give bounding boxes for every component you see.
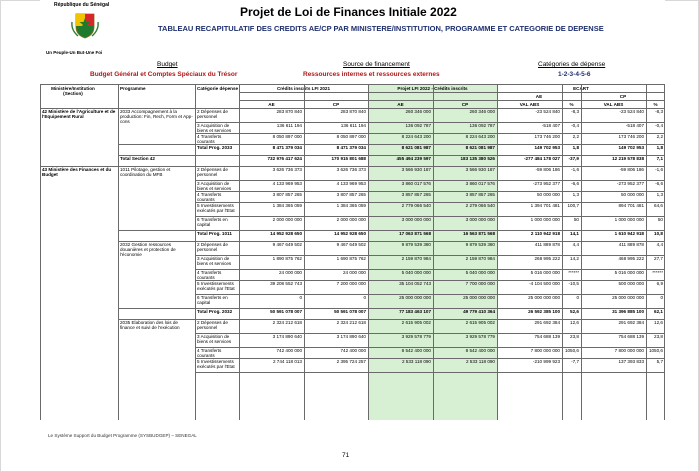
- value-cell: 62,1: [654, 309, 663, 314]
- value-cell: 0: [299, 295, 302, 300]
- value-cell: 3 626 736 373: [272, 167, 302, 172]
- value-cell: -8,3: [655, 109, 663, 114]
- value-cell: 173 746 200: [534, 134, 560, 139]
- value-cell: 24 000 000: [279, 270, 302, 275]
- value-cell: 16 563 871 568: [463, 231, 495, 236]
- value-cell: 1050,6: [564, 348, 579, 353]
- categorie-cell: 3 Acquisition de biens et services: [197, 181, 232, 191]
- column-line: [664, 84, 665, 420]
- value-cell: -37,9: [568, 156, 579, 161]
- value-cell: 754 688 139: [618, 334, 644, 339]
- value-cell: 8 050 897 000: [272, 134, 302, 139]
- value-cell: 64,6: [654, 203, 663, 208]
- col-header-programme: Programme: [120, 86, 146, 91]
- value-cell: 4 133 969 953: [272, 181, 302, 186]
- value-cell: 2,2: [656, 134, 663, 139]
- value-cell: 411 889 878: [618, 242, 644, 247]
- programme-name: Total Section 42: [120, 156, 155, 161]
- column-line: [40, 84, 41, 420]
- value-cell: 1 000 000 000: [530, 217, 560, 222]
- value-cell: 3 860 017 576: [465, 181, 495, 186]
- value-cell: 3 807 857 265: [336, 192, 366, 197]
- value-cell: 9 467 649 502: [336, 242, 366, 247]
- value-cell: 4 133 969 953: [336, 181, 366, 186]
- value-cell: 2 744 118 013: [272, 359, 302, 364]
- value-cell: 1 000 000 000: [614, 217, 644, 222]
- value-cell: -4 104 500 000: [529, 281, 560, 286]
- rule-line: [40, 84, 665, 85]
- value-cell: 260 346 000: [469, 109, 495, 114]
- value-cell: 3 860 017 576: [401, 181, 431, 186]
- value-cell: 3 929 578 779: [465, 334, 495, 339]
- value-cell: 1 610 942 918: [614, 231, 644, 236]
- value-cell: 3 566 930 187: [401, 167, 431, 172]
- value-cell: 0: [576, 295, 579, 300]
- value-cell: 136 092 787: [469, 123, 495, 128]
- value-cell: 5 040 000 000: [465, 270, 495, 275]
- value-cell: -6,6: [655, 181, 663, 186]
- section-name: 42 Ministère de l'Agriculture et de l'Equipement Rural: [42, 109, 116, 119]
- categorie-cell: 6 Transferts en capital: [197, 217, 228, 227]
- categorie-cell: Total Prog. 1011: [197, 231, 232, 236]
- value-cell: 9 879 539 380: [465, 242, 495, 247]
- value-cell: 1 890 875 762: [272, 256, 302, 261]
- value-cell: -277 484 178 027: [523, 156, 560, 161]
- rule-line: [239, 92, 665, 93]
- value-cell: 27,7: [654, 256, 663, 261]
- document-title: Projet de Loi de Finances Initiale 2022: [240, 5, 457, 19]
- categorie-cell: 6 Transferts en capital: [197, 295, 228, 305]
- value-cell: 260 346 000: [405, 109, 431, 114]
- value-cell: 3 566 930 187: [465, 167, 495, 172]
- value-cell: 1 394 701 481: [530, 203, 560, 208]
- value-cell: 35 104 052 743: [399, 281, 431, 286]
- document-page: [40, 0, 665, 470]
- value-cell: -1,6: [655, 167, 663, 172]
- value-cell: 468 995 222: [618, 256, 644, 261]
- categorie-cell: 5 Investissements exécutés par l'Etat: [197, 203, 235, 213]
- value-cell: -0,4: [655, 123, 663, 128]
- categorie-cell: 3 Acquisition de biens et services: [197, 256, 232, 266]
- source-value: Ressources internes et ressources externes: [303, 71, 440, 78]
- value-cell: 4,4: [656, 242, 663, 247]
- categorie-cell: 3 Acquisition de biens et services: [197, 123, 232, 133]
- value-cell: 2 159 870 984: [401, 256, 431, 261]
- value-cell: 39 208 552 743: [270, 281, 302, 286]
- categories-value: 1-2-3-4-5-6: [558, 71, 591, 78]
- categorie-cell: 4 Transferts courants: [197, 270, 222, 280]
- value-cell: 26 592 385 100: [528, 309, 560, 314]
- col-header-categorie: Catégorie dépense: [197, 86, 239, 91]
- value-cell: 25 000 000 000: [463, 295, 495, 300]
- programme-name: 2035 Elaboration des lois de finance et suivi de l'exécution: [120, 320, 180, 330]
- value-cell: 50 591 078 007: [270, 309, 302, 314]
- value-cell: 754 688 139: [534, 334, 560, 339]
- value-cell: 3 929 578 779: [401, 334, 431, 339]
- rule-line: [239, 100, 665, 101]
- value-cell: 7 200 000 000: [336, 281, 366, 286]
- value-cell: 136 611 194: [276, 123, 302, 128]
- value-cell: 3 000 000 000: [401, 217, 431, 222]
- value-cell: 2 110 942 918: [530, 231, 560, 236]
- categorie-cell: 4 Transferts courants: [197, 192, 222, 202]
- value-cell: 2 324 212 618: [336, 320, 366, 325]
- value-cell: -7,7: [571, 359, 579, 364]
- value-cell: 742 400 000: [276, 348, 302, 353]
- categorie-cell: 4 Transferts courants: [197, 348, 222, 358]
- value-cell: -0,4: [571, 123, 579, 128]
- value-cell: 5 016 000 000: [530, 270, 560, 275]
- value-cell: 8 050 897 000: [336, 134, 366, 139]
- value-cell: 12,6: [654, 320, 663, 325]
- value-cell: 3 807 857 265: [272, 192, 302, 197]
- value-cell: 1 384 365 059: [336, 203, 366, 208]
- col-header-lfi-ae: AE: [268, 102, 275, 107]
- value-cell: 25 000 000 000: [399, 295, 431, 300]
- col-header-ecart-ae-pct: %: [569, 102, 574, 107]
- col-header-ecart-cp: CP: [619, 94, 627, 99]
- value-cell: 149 702 953: [618, 145, 644, 150]
- value-cell: 3 857 857 265: [465, 192, 495, 197]
- value-cell: 2 615 905 002: [401, 320, 431, 325]
- value-cell: 5 016 000 000: [614, 270, 644, 275]
- credits-table: [40, 84, 665, 420]
- value-cell: 12 219 578 838: [612, 156, 644, 161]
- value-cell: 1050,6: [648, 348, 663, 353]
- value-cell: 5 040 000 000: [401, 270, 431, 275]
- value-cell: 0: [660, 295, 663, 300]
- value-cell: 7 800 000 000: [530, 348, 560, 353]
- value-cell: 2 395 724 257: [336, 359, 366, 364]
- budget-value: Budget Général et Comptes Spéciaux du Trésor: [90, 71, 238, 78]
- value-cell: 291 692 384: [534, 320, 560, 325]
- col-header-projet-ae: AE: [397, 102, 404, 107]
- document-subtitle: TABLEAU RECAPITULATIF DES CREDITS AE/CP PAR MINISTERE/INSTITUTION, PROGRAMME ET CATEGORIE DE DEPENSE: [158, 24, 604, 33]
- value-cell: 3 174 890 640: [272, 334, 302, 339]
- value-cell: 0: [363, 295, 366, 300]
- value-cell: -59 806 186: [535, 167, 560, 172]
- value-cell: 170 915 801 688: [331, 156, 366, 161]
- value-cell: 31 396 885 100: [612, 309, 644, 314]
- value-cell: -6,6: [571, 181, 579, 186]
- value-cell: 173 746 200: [618, 134, 644, 139]
- categorie-cell: 5 Investissements exécutés par l'Etat: [197, 359, 235, 369]
- value-cell: -518 407: [625, 123, 644, 128]
- programme-name: 2032 Gestion ressources douanières et protection de l'économie: [120, 242, 176, 257]
- value-cell: 2 000 000 000: [336, 217, 366, 222]
- value-cell: 50: [657, 217, 663, 222]
- col-header-ministere: Ministère/Institution (Section): [51, 86, 95, 96]
- value-cell: 6,9: [656, 281, 663, 286]
- categorie-cell: 3 Acquisition de biens et services: [197, 334, 232, 344]
- value-cell: 3 857 857 265: [401, 192, 431, 197]
- value-cell: -23 524 840: [619, 109, 644, 114]
- col-header-lfi2021: Crédits inscrits LFI 2021: [276, 86, 331, 91]
- categorie-cell: 2 Dépenses de personnel: [197, 109, 228, 119]
- value-cell: 9 879 539 380: [401, 242, 431, 247]
- value-cell: 411 889 878: [534, 242, 560, 247]
- value-cell: -59 806 186: [619, 167, 644, 172]
- value-cell: 17 063 871 568: [399, 231, 431, 236]
- value-cell: 50 591 078 007: [334, 309, 366, 314]
- value-cell: 3 174 890 640: [336, 334, 366, 339]
- value-cell: 14 952 928 650: [334, 231, 366, 236]
- value-cell: 5,7: [656, 359, 663, 364]
- value-cell: -23 524 840: [535, 109, 560, 114]
- value-cell: 137 393 833: [618, 359, 644, 364]
- value-cell: -8,3: [571, 109, 579, 114]
- value-cell: -273 952 377: [532, 181, 560, 186]
- column-line: [195, 84, 196, 420]
- value-cell: 1,3: [572, 192, 579, 197]
- categorie-cell: Total Prog. 2032: [197, 309, 233, 314]
- value-cell: 149 702 953: [534, 145, 560, 150]
- value-cell: 8 542 400 000: [401, 348, 431, 353]
- value-cell: 291 692 384: [618, 320, 644, 325]
- value-cell: 25 000 000 000: [528, 295, 560, 300]
- value-cell: ******: [652, 270, 663, 275]
- value-cell: 4,4: [572, 242, 579, 247]
- value-cell: 2 324 212 618: [272, 320, 302, 325]
- budget-label: Budget: [157, 61, 178, 68]
- value-cell: 7 700 000 000: [465, 281, 495, 286]
- value-cell: 1 384 365 059: [272, 203, 302, 208]
- motto-label: Un Peuple-Un But-Une Foi: [46, 50, 103, 55]
- value-cell: 50 000 000: [621, 192, 644, 197]
- value-cell: 50 000 000: [537, 192, 560, 197]
- value-cell: 77 183 463 107: [399, 309, 431, 314]
- categorie-cell: Total Prog. 2033: [197, 145, 233, 150]
- categories-label: Catégories de dépense: [538, 61, 606, 68]
- col-header-ecart-cp-pct: %: [653, 102, 658, 107]
- column-line: [118, 84, 119, 420]
- value-cell: 1 690 875 762: [336, 256, 366, 261]
- value-cell: ******: [568, 270, 579, 275]
- value-cell: 1,8: [656, 145, 663, 150]
- value-cell: 24 000 000: [343, 270, 366, 275]
- value-cell: 732 976 417 624: [267, 156, 302, 161]
- coat-of-arms-icon: [70, 10, 100, 40]
- value-cell: 2 615 905 002: [465, 320, 495, 325]
- value-cell: 2 279 066 540: [465, 203, 495, 208]
- col-header-ecart-ae-val: VAL ABS: [519, 102, 540, 107]
- value-cell: 2 159 870 984: [465, 256, 495, 261]
- value-cell: 268 995 222: [534, 256, 560, 261]
- value-cell: 14 952 928 650: [270, 231, 302, 236]
- value-cell: 2,2: [572, 134, 579, 139]
- categorie-cell: 2 Dépenses de personnel: [197, 242, 228, 252]
- value-cell: -1,6: [571, 167, 579, 172]
- value-cell: 49 779 410 364: [463, 309, 495, 314]
- value-cell: 136 611 194: [340, 123, 366, 128]
- value-cell: 14,2: [570, 256, 579, 261]
- value-cell: 52,6: [570, 309, 579, 314]
- value-cell: 283 870 840: [276, 109, 302, 114]
- header-logo-block: [44, 0, 128, 55]
- categorie-cell: 5 Investissements exécutés par l'Etat: [197, 281, 235, 291]
- col-header-projet2022: Projet LFI 2022 - Crédits inscrits: [397, 86, 468, 91]
- value-cell: 23,8: [654, 334, 663, 339]
- value-cell: -518 407: [541, 123, 560, 128]
- value-cell: 183 135 380 526: [460, 156, 495, 161]
- value-cell: -273 952 377: [616, 181, 644, 186]
- col-header-lfi-cp: CP: [332, 102, 340, 107]
- value-cell: 1,3: [656, 192, 663, 197]
- col-header-ecart-ae: AE: [535, 94, 543, 99]
- col-header-ecart: ECART: [573, 86, 589, 91]
- col-header-projet-cp: CP: [461, 102, 469, 107]
- value-cell: 8 224 643 200: [401, 134, 431, 139]
- value-cell: 500 000 000: [618, 281, 644, 286]
- value-cell: 8 542 400 000: [465, 348, 495, 353]
- value-cell: 7,1: [656, 156, 663, 161]
- value-cell: 25 000 000 000: [612, 295, 644, 300]
- value-cell: -10,5: [568, 281, 579, 286]
- value-cell: 100,7: [567, 203, 579, 208]
- categorie-cell: 2 Dépenses de personnel: [197, 167, 228, 177]
- value-cell: 23,8: [570, 334, 579, 339]
- value-cell: 8 621 081 987: [465, 145, 495, 150]
- value-cell: 742 400 000: [340, 348, 366, 353]
- value-cell: 2 533 118 090: [401, 359, 431, 364]
- categorie-cell: 2 Dépenses de personnel: [197, 320, 228, 330]
- value-cell: 2 779 066 540: [401, 203, 431, 208]
- value-cell: 9 467 649 502: [272, 242, 302, 247]
- value-cell: 8 471 379 034: [272, 145, 302, 150]
- value-cell: 1,8: [572, 145, 579, 150]
- col-header-ecart-cp-val: VAL ABS: [603, 102, 624, 107]
- value-cell: 455 494 239 597: [396, 156, 431, 161]
- categorie-cell: 4 Transferts courants: [197, 134, 222, 144]
- source-label: Source de financement: [343, 61, 410, 68]
- value-cell: 136 092 787: [405, 123, 431, 128]
- page-number: 71: [342, 452, 350, 459]
- value-cell: 14,1: [570, 231, 579, 236]
- value-cell: 3 000 000 000: [465, 217, 495, 222]
- section-name: 43 Ministère des Finances et du Budget: [42, 167, 112, 177]
- value-cell: 2 000 000 000: [272, 217, 302, 222]
- value-cell: 50: [573, 217, 579, 222]
- value-cell: 10,8: [654, 231, 663, 236]
- republic-label: République du Sénégal: [54, 2, 110, 8]
- value-cell: 7 800 000 000: [614, 348, 644, 353]
- value-cell: 8 224 643 200: [465, 134, 495, 139]
- value-cell: 8 621 081 987: [401, 145, 431, 150]
- value-cell: 3 626 736 373: [336, 167, 366, 172]
- value-cell: 8 471 379 034: [336, 145, 366, 150]
- value-cell: -210 999 923: [532, 359, 560, 364]
- value-cell: 12,6: [570, 320, 579, 325]
- footer-note: Le Système Support du Budget Programme (SYSBUDGEP) – SENEGAL: [48, 433, 197, 438]
- value-cell: 894 701 481: [618, 203, 644, 208]
- row-line: [195, 372, 665, 373]
- programme-name: 1011 Pilotage, gestion et coordination du MFB: [120, 167, 171, 177]
- value-cell: 2 533 118 090: [465, 359, 495, 364]
- value-cell: 283 870 840: [340, 109, 366, 114]
- programme-name: 2033 Accompagnement à la production: Fin, Rech, Form et App-cons: [120, 109, 193, 124]
